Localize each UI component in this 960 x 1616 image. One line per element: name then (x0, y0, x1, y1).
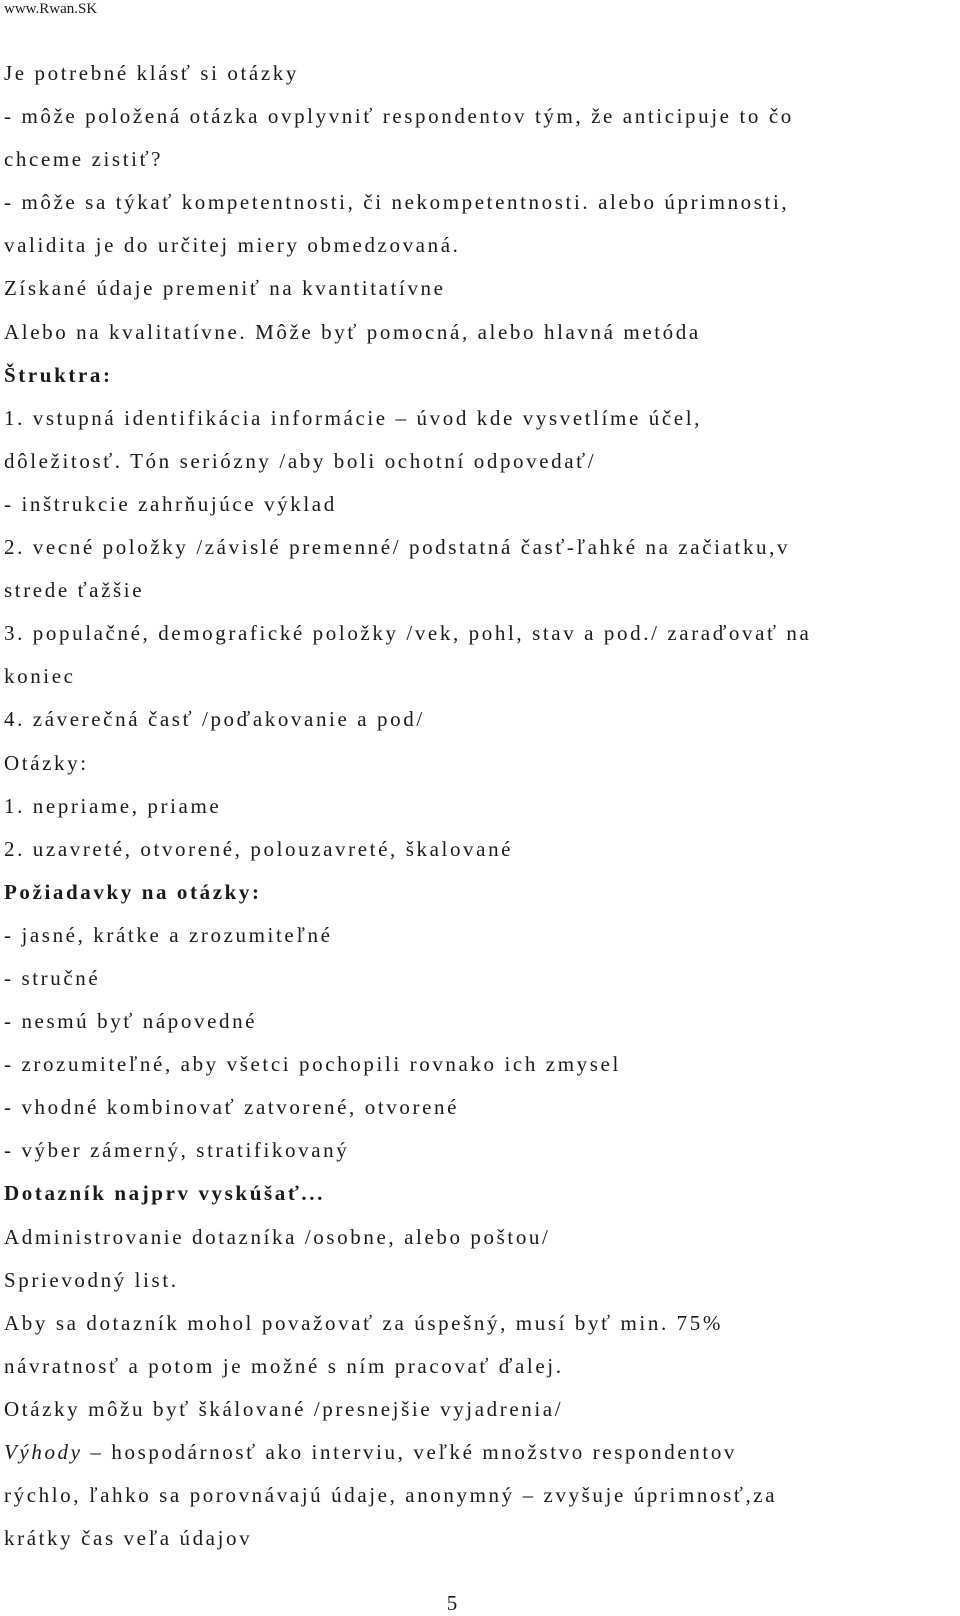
text-line: 1. vstupná identifikácia informácie – úvod kde vysvetlíme účel, (4, 405, 702, 430)
text-line: Administrovanie dotazníka /osobne, alebo poštou/ (4, 1224, 551, 1249)
advantages-text: – hospodárnosť ako interviu, veľké množstvo respondentov (82, 1440, 738, 1464)
text-line: validita je do určitej miery obmedzovaná. (4, 233, 461, 258)
text-line: 4. záverečná časť /poďakovanie a pod/ (4, 707, 425, 732)
text-line: - výber zámerný, stratifikovaný (4, 1138, 350, 1163)
text-line: - stručné (4, 965, 101, 990)
text-line: návratnosť a potom je možné s ním pracovať ďalej. (4, 1353, 564, 1378)
text-line: Získané údaje premeniť na kvantitatívne (4, 276, 446, 301)
advantages-label: Výhody (4, 1440, 83, 1464)
text-line: - inštrukcie zahrňujúce výklad (4, 491, 337, 516)
watermark: www.Rwan.SK (4, 1, 98, 17)
text-line: - môže sa týkať kompetentnosti, či nekompetentnosti. alebo úprimnosti, (4, 190, 790, 215)
text-line: dôležitosť. Tón seriózny /aby boli ochotní odpovedať/ (4, 448, 597, 473)
text-line: Otázky: (4, 750, 89, 775)
page-number: 5 (446, 1591, 458, 1615)
section-heading-test-first: Dotazník najprv vyskúšať... (4, 1181, 325, 1206)
text-line: 3. populačné, demografické položky /vek, pohl, stav a pod./ zaraďovať na (4, 621, 812, 646)
text-line: - jasné, krátke a zrozumiteľné (4, 922, 333, 947)
text-line: 1. nepriame, priame (4, 793, 222, 818)
document-body (4, 52, 954, 1560)
text-line-advantages (4, 1431, 954, 1474)
text-line: - nesmú byť nápovedné (4, 1009, 258, 1034)
text-line: Otázky môžu byť škálované /presnejšie vyjadrenia/ (4, 1396, 564, 1421)
text-line: strede ťažšie (4, 578, 145, 603)
section-heading-structure: Štruktra: (4, 362, 113, 387)
text-line: Aby sa dotazník mohol považovať za úspešný, musí byť min. 75% (4, 1310, 723, 1335)
text-line: koniec (4, 664, 76, 689)
text-line: 2. uzavreté, otvorené, polouzavreté, škalované (4, 836, 514, 861)
text-line: Je potrebné klásť si otázky (4, 61, 299, 85)
text-line: - vhodné kombinovať zatvorené, otvorené (4, 1095, 460, 1120)
text-line: krátky čas veľa údajov (4, 1526, 253, 1551)
text-line: - môže položená otázka ovplyvniť respondentov tým, že anticipuje to čo (4, 104, 794, 129)
text-line: rýchlo, ľahko sa porovnávajú údaje, anonymný – zvyšuje úprimnosť,za (4, 1483, 778, 1508)
text-line: Alebo na kvalitatívne. Môže byť pomocná, alebo hlavná metóda (4, 319, 701, 344)
text-line: chceme zistiť? (4, 147, 164, 172)
text-line: - zrozumiteľné, aby všetci pochopili rovnako ich zmysel (4, 1052, 621, 1077)
text-line: 2. vecné položky /závislé premenné/ podstatná časť-ľahké na začiatku,v (4, 535, 791, 560)
text-line: Sprievodný list. (4, 1267, 179, 1292)
section-heading-requirements: Požiadavky na otázky: (4, 879, 262, 904)
